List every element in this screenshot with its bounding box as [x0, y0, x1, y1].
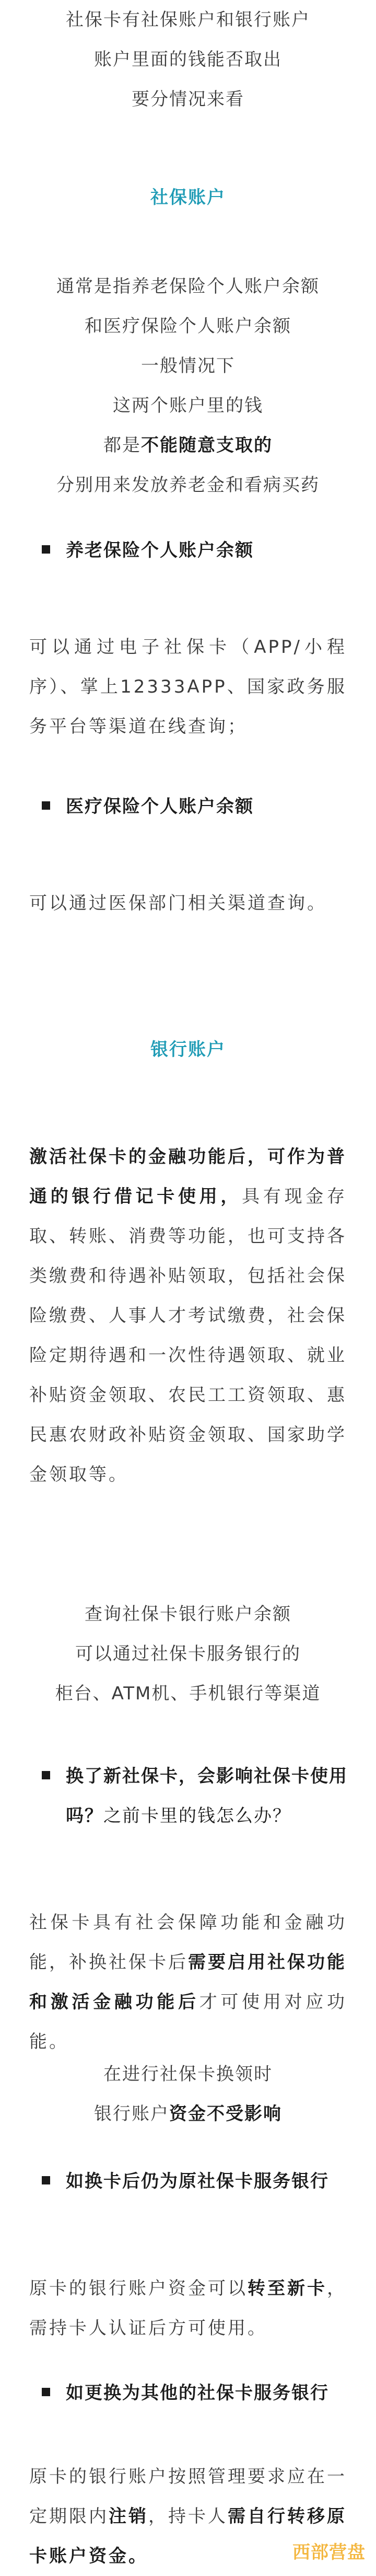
replace-text: 才可使用对应功能。 — [29, 1992, 347, 2052]
replace-body — [29, 1903, 347, 2062]
bullet-square-icon — [42, 1771, 50, 1779]
bullet-other-bank — [31, 2373, 350, 2413]
bullet-heading: 养老保险个人账户余额 — [66, 540, 254, 561]
bullet-same-bank — [31, 2161, 350, 2201]
medical-body: 可以通过医保部门相关渠道查询。 — [29, 893, 327, 914]
replace-text: 社保卡具有社会保障功能和金融功能，补换社保卡后 — [29, 1912, 347, 1973]
desc-line: 通常是指养老保险个人账户余额 — [56, 276, 320, 297]
section-title-bank-account: 银行账户 — [150, 1039, 226, 1060]
bullet-square-icon — [42, 2176, 50, 2184]
bank-emphasis: 激活社保卡的金融功能后，可作为普通的银行借记卡使用， — [29, 1146, 347, 1207]
bank-account-section — [0, 1030, 376, 1070]
replace-question-rest: 之前卡里的钱怎么办？ — [103, 1806, 291, 1826]
center-line — [0, 2094, 376, 2134]
replace-center-block — [0, 2054, 376, 2134]
intro-block — [0, 0, 376, 119]
center-text: 银行账户 — [94, 2103, 169, 2124]
other-bank-emphasis: 注销 — [109, 2506, 148, 2527]
social-account-section — [0, 178, 376, 217]
bank-account-body — [29, 1137, 347, 1494]
intro-line: 账户里面的钱能否取出 — [94, 49, 282, 70]
center-line: 在进行社保卡换领时 — [103, 2064, 273, 2085]
bullet-heading — [66, 1756, 350, 1836]
bullet-pension — [31, 531, 350, 570]
desc-text: 都是 — [103, 435, 141, 456]
section-title-social-account: 社保账户 — [150, 187, 226, 208]
bullet-square-icon — [42, 801, 50, 810]
bullet-square-icon — [42, 545, 50, 554]
other-bank-text: 原卡的银行账户按照管理要求应在一定期限内 — [29, 2466, 347, 2527]
desc-line: 这两个账户里的钱 — [113, 395, 263, 416]
social-account-desc — [0, 267, 376, 505]
replace-question: 换了新社保卡，会影响社保卡使用吗？ — [66, 1766, 348, 1826]
same-bank-body — [29, 2269, 347, 2348]
watermark-logo: 西部营盘 — [292, 2542, 366, 2563]
query-line: 柜台、ATM机、手机银行等渠道 — [55, 1683, 321, 1704]
intro-line: 社保卡有社保账户和银行账户 — [66, 9, 310, 30]
other-bank-text: ，持卡人 — [148, 2506, 228, 2527]
bullet-medical — [31, 787, 350, 826]
desc-emphasis: 不能随意支取的 — [141, 435, 273, 456]
center-emphasis: 资金不受影响 — [169, 2103, 282, 2124]
pension-body: 可以通过电子社保卡（APP/小程序）、掌上12333APP、国家政务服务平台等渠道在线查询； — [29, 637, 347, 737]
query-line: 可以通过社保卡服务银行的 — [75, 1643, 301, 1664]
same-bank-text: 原卡的银行账户资金可以 — [29, 2278, 248, 2299]
desc-line: 和医疗保险个人账户余额 — [85, 316, 291, 337]
same-bank-emphasis: 转至新卡 — [248, 2278, 327, 2299]
query-block — [0, 1594, 376, 1714]
bullet-heading: 医疗保险个人账户余额 — [66, 796, 254, 817]
bullet-heading: 如更换为其他的社保卡服务银行 — [66, 2383, 329, 2404]
query-line: 查询社保卡银行账户余额 — [85, 1604, 291, 1625]
desc-line — [0, 426, 376, 465]
bullet-heading: 如换卡后仍为原社保卡服务银行 — [66, 2171, 329, 2192]
other-bank-emphasis: 需自行转移原卡账户资金。 — [29, 2506, 347, 2567]
intro-line: 要分情况来看 — [132, 89, 244, 110]
desc-line: 一般情况下 — [141, 355, 235, 376]
bank-text: 具有现金存取、转账、消费等功能，也可支持各类缴费和待遇补贴领取，包括社会保险缴费、人事人才考试缴费，社会保险定期待遇和一次性待遇领取、就业补贴资金领取、农民工工资领取、惠民惠农财政补贴资金领取、国家助学金领取等。 — [29, 1186, 347, 1485]
bullet-square-icon — [42, 2388, 50, 2396]
bullet-replace — [31, 1756, 350, 1836]
same-bank-text: ，需持卡人认证后方可使用。 — [29, 2278, 347, 2339]
desc-line: 分别用来发放养老金和看病买药 — [56, 475, 320, 496]
replace-emphasis: 需要启用社保功能和激活金融功能后 — [29, 1952, 347, 2012]
